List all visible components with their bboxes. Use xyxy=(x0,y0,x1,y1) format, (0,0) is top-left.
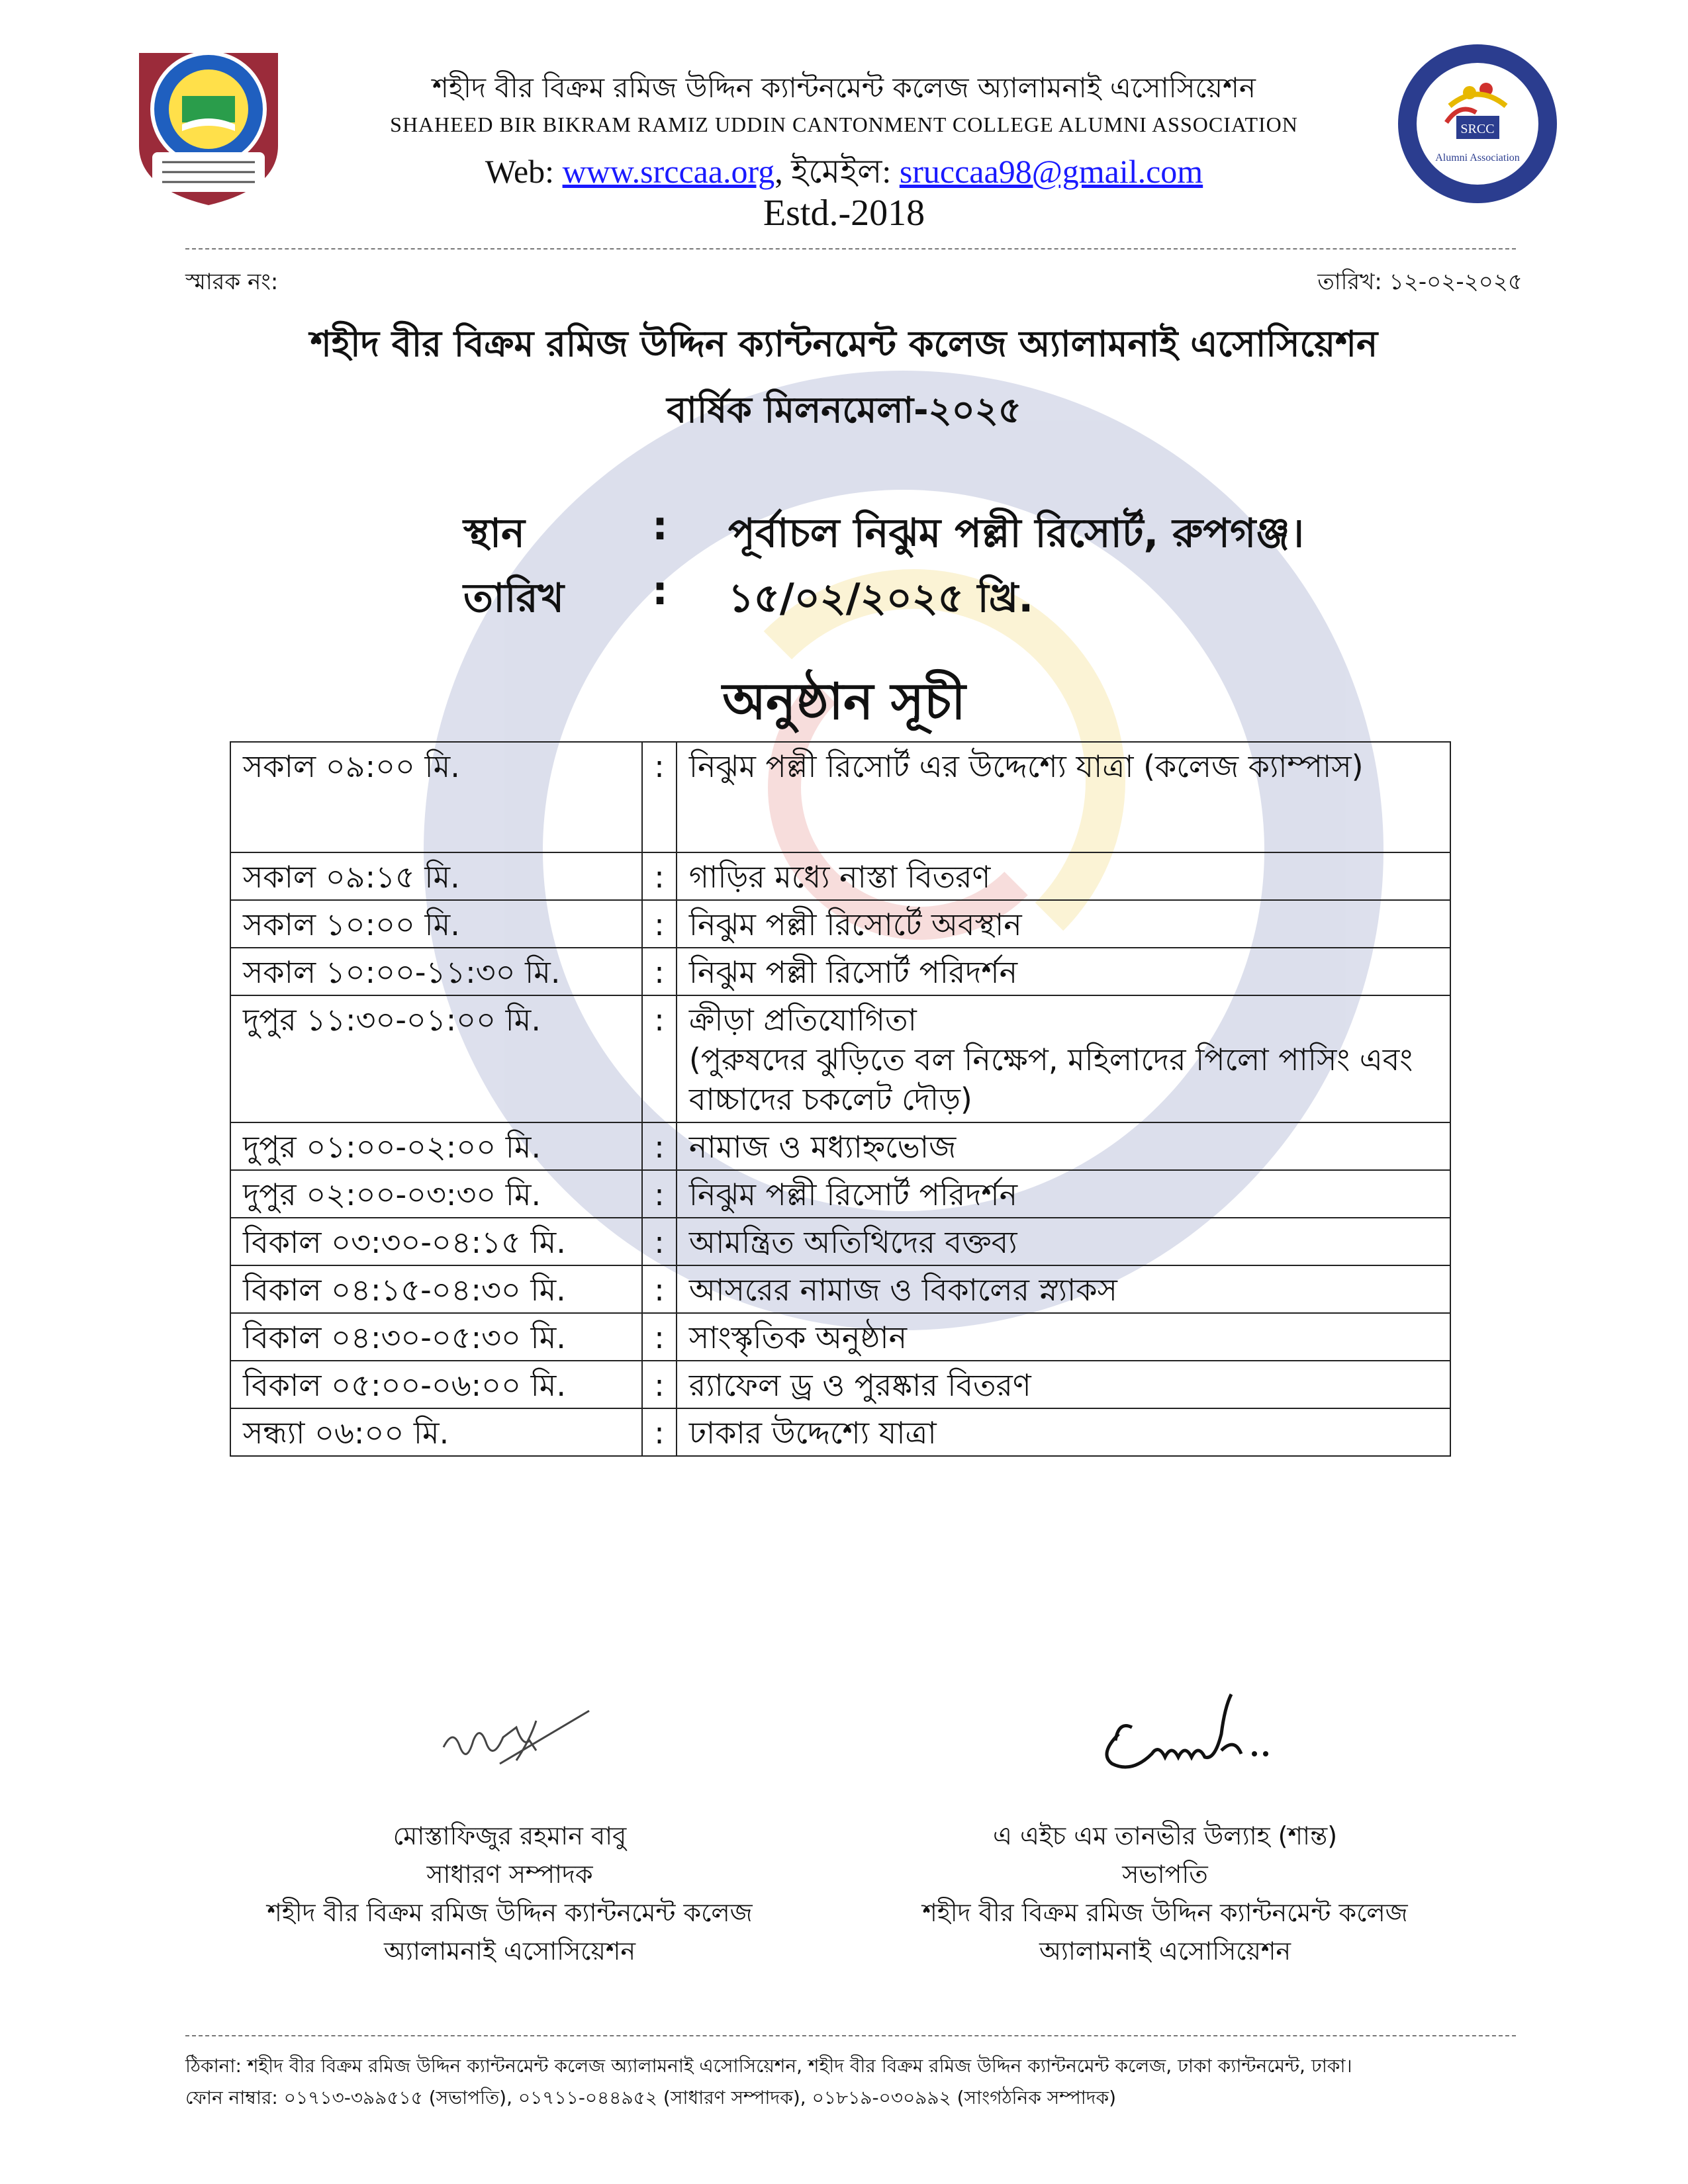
separator-cell: : xyxy=(642,1361,677,1408)
alumni-logo-text-top: SRCC xyxy=(1460,122,1495,136)
activity-cell: ঢাকার উদ্দেশ্যে যাত্রা xyxy=(677,1408,1450,1456)
time-cell: দুপুর ০১:০০-০২:০০ মি. xyxy=(230,1122,642,1170)
established-year: Estd.-2018 xyxy=(763,193,925,234)
table-row xyxy=(230,1122,1450,1170)
separator-cell: : xyxy=(642,1313,677,1361)
table-row xyxy=(230,948,1450,995)
table-row xyxy=(230,852,1450,900)
event-date-value: ১৫/০২/২০২৫ খ্রি. xyxy=(728,575,1034,621)
email-link[interactable]: sruccaa98@gmail.com xyxy=(899,153,1203,190)
time-cell: বিকাল ০৪:৩০-০৫:৩০ মি. xyxy=(230,1313,642,1361)
separator-cell: : xyxy=(642,1122,677,1170)
signatory-designation: সাধারণ সম্পাদক xyxy=(426,1860,593,1889)
time-cell: সকাল ১০:০০-১১:৩০ মি. xyxy=(230,948,642,995)
signatory-designation: সভাপতি xyxy=(1122,1860,1208,1889)
general-secretary-block xyxy=(179,1817,841,1970)
table-row xyxy=(230,900,1450,948)
time-cell: সকাল ০৯:০০ মি. xyxy=(230,742,642,852)
time-cell: বিকাল ০৩:৩০-০৪:১৫ মি. xyxy=(230,1218,642,1265)
activity-cell: আমন্ত্রিত অতিথিদের বক্তব্য xyxy=(677,1218,1450,1265)
venue-label: স্থান xyxy=(463,510,525,557)
activity-cell: নিঝুম পল্লী রিসোর্ট এর উদ্দেশ্যে যাত্রা (কলেজ ক্যাম্পাস) xyxy=(677,742,1450,852)
activity-detail: (পুরুষদের ঝুড়িতে বল নিক্ষেপ, মহিলাদের পিলো পাসিং এবং বাচ্চাদের চকলেট দৌড়) xyxy=(688,1042,1413,1117)
time-cell: বিকাল ০৪:১৫-০৪:৩০ মি. xyxy=(230,1265,642,1313)
reference-number: স্মারক নং: xyxy=(185,269,279,295)
time-cell: সন্ধ্যা ০৬:০০ মি. xyxy=(230,1408,642,1456)
president-signature xyxy=(1092,1681,1291,1780)
activity-cell: নিঝুম পল্লী রিসোর্ট পরিদর্শন xyxy=(677,948,1450,995)
document-title: শহীদ বীর বিক্রম রমিজ উদ্দিন ক্যান্টনমেন্ট কলেজ অ্যালামনাই এসোসিয়েশন xyxy=(310,323,1378,365)
table-row xyxy=(230,1408,1450,1456)
signatory-name: মোস্তাফিজুর রহমান বাবু xyxy=(393,1821,627,1850)
signatory-org-line1: শহীদ বীর বিক্রম রমিজ উদ্দিন ক্যান্টনমেন্ট কলেজ xyxy=(922,1898,1408,1927)
org-name-bangla: শহীদ বীর বিক্রম রমিজ উদ্দিন ক্যান্টনমেন্ট কলেজ অ্যালামনাই এসোসিয়েশন xyxy=(432,71,1256,104)
venue-separator: : xyxy=(652,503,668,549)
org-name-english: SHAHEED BIR BIKRAM RAMIZ UDDIN CANTONMENT COLLEGE ALUMNI ASSOCIATION xyxy=(390,113,1298,136)
separator-cell: : xyxy=(642,852,677,900)
signatory-org-line2: অ্যালামনাই এসোসিয়েশন xyxy=(1039,1936,1291,1966)
activity-cell: নিঝুম পল্লী রিসোর্টে অবস্থান xyxy=(677,900,1450,948)
signatory-org-line2: অ্যালামনাই এসোসিয়েশন xyxy=(383,1936,636,1966)
separator-cell: : xyxy=(642,1218,677,1265)
time-cell: সকাল ০৯:১৫ মি. xyxy=(230,852,642,900)
separator-cell: : xyxy=(642,995,677,1122)
activity-cell: গাড়ির মধ্যে নাস্তা বিতরণ xyxy=(677,852,1450,900)
activity-cell: সাংস্কৃতিক অনুষ্ঠান xyxy=(677,1313,1450,1361)
table-row xyxy=(230,1265,1450,1313)
separator-cell: : xyxy=(642,948,677,995)
table-row xyxy=(230,742,1450,852)
activity-cell xyxy=(677,995,1450,1122)
event-date-label: তারিখ xyxy=(463,575,564,621)
event-title: বার্ষিক মিলনমেলা-২০২৫ xyxy=(667,389,1021,431)
table-row xyxy=(230,1361,1450,1408)
email-label: , ইমেইল: xyxy=(774,153,892,190)
footer-divider xyxy=(185,2035,1516,2036)
activity-cell: আসরের নামাজ ও বিকালের স্ন্যাকস xyxy=(677,1265,1450,1313)
web-label: Web: xyxy=(485,153,555,190)
table-row xyxy=(230,1313,1450,1361)
letter-date: তারিখ: ১২-০২-২০২৫ xyxy=(1317,269,1523,295)
signatory-name: এ এইচ এম তানভীর উল্যাহ (শান্ত) xyxy=(992,1821,1338,1850)
table-row xyxy=(230,1218,1450,1265)
activity-cell: নিঝুম পল্লী রিসোর্ট পরিদর্শন xyxy=(677,1170,1450,1218)
time-cell: দুপুর ১১:৩০-০১:০০ মি. xyxy=(230,995,642,1122)
footer-phone: ফোন নাম্বার: ০১৭১৩-৩৯৯৫১৫ (সভাপতি), ০১৭১১-০৪৪৯৫২ (সাধারণ সম্পাদক), ০১৮১৯-০৩০৯৯২ (সাংগঠনিক সম্পাদক) xyxy=(185,2087,1117,2109)
activity-cell: র‍্যাফেল ড্র ও পুরষ্কার বিতরণ xyxy=(677,1361,1450,1408)
separator-cell: : xyxy=(642,1408,677,1456)
schedule-table xyxy=(230,741,1451,1457)
alumni-logo-text-bottom: Alumni Association xyxy=(1435,152,1520,163)
header-divider xyxy=(185,248,1516,250)
event-date-separator: : xyxy=(652,568,668,614)
separator-cell: : xyxy=(642,742,677,852)
time-cell: বিকাল ০৫:০০-০৬:০০ মি. xyxy=(230,1361,642,1408)
signatory-org-line1: শহীদ বীর বিক্রম রমিজ উদ্দিন ক্যান্টনমেন্ট কলেজ xyxy=(267,1898,753,1927)
website-link[interactable]: www.srccaa.org xyxy=(562,153,775,190)
activity-title: ক্রীড়া প্রতিযোগিতা xyxy=(688,1002,917,1038)
separator-cell: : xyxy=(642,1170,677,1218)
table-row xyxy=(230,995,1450,1122)
time-cell: দুপুর ০২:০০-০৩:৩০ মি. xyxy=(230,1170,642,1218)
activity-cell: নামাজ ও মধ্যাহ্নভোজ xyxy=(677,1122,1450,1170)
general-secretary-signature xyxy=(437,1701,596,1774)
separator-cell: : xyxy=(642,900,677,948)
time-cell: সকাল ১০:০০ মি. xyxy=(230,900,642,948)
schedule-title: অনুষ্ঠান সূচী xyxy=(722,672,966,731)
separator-cell: : xyxy=(642,1265,677,1313)
venue-value: পূর্বাচল নিঝুম পল্লী রিসোর্ট, রুপগঞ্জ। xyxy=(728,510,1305,557)
table-row xyxy=(230,1170,1450,1218)
footer-address: ঠিকানা: শহীদ বীর বিক্রম রমিজ উদ্দিন ক্যান্টনমেন্ট কলেজ অ্যালামনাই এসোসিয়েশন, শহীদ বীর বিক্রম রমিজ উদ্দিন ক্যান্টনমেন্ট কলেজ, ঢাকা ক্যান্টনমেন্ট, ঢাকা। xyxy=(185,2055,1352,2077)
president-block xyxy=(834,1817,1496,1970)
